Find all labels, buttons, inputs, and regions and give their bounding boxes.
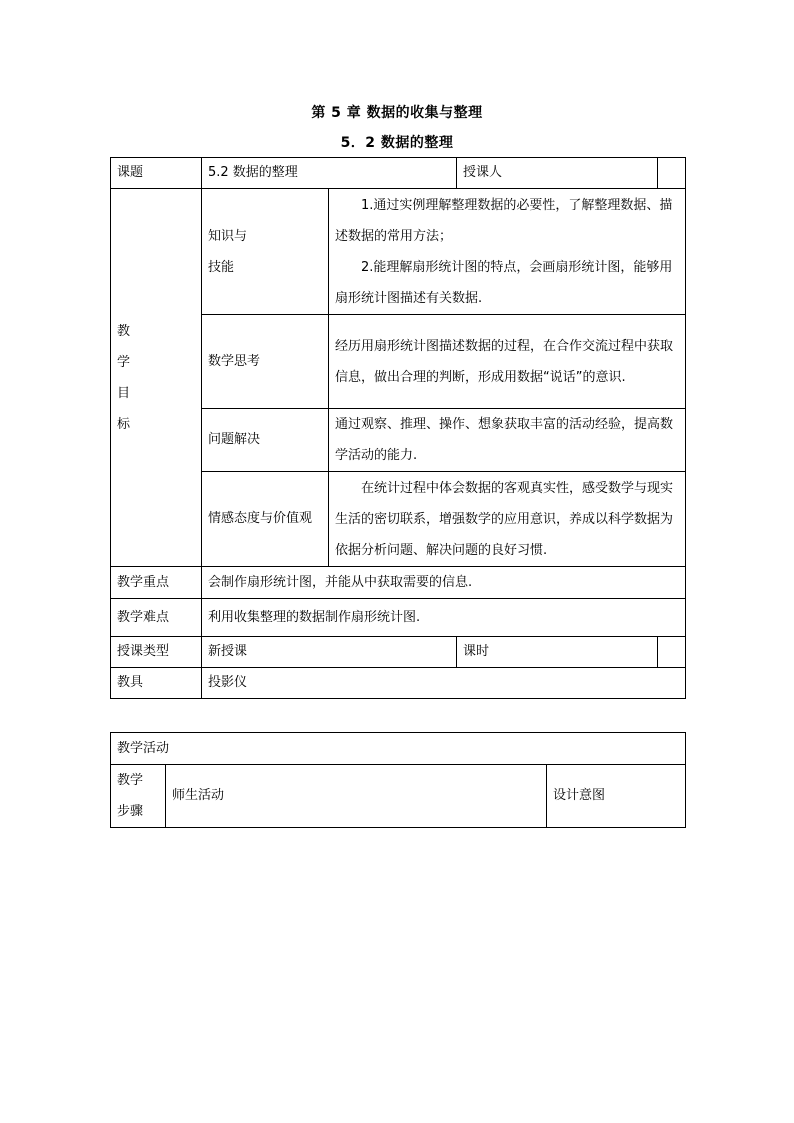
- goal-text-knowledge: [329, 189, 686, 315]
- type-label: 授课类型: [111, 637, 202, 668]
- goal-dimension-line: 知识与: [208, 228, 248, 244]
- difficulty-value: 利用收集整理的数据制作扇形统计图.: [202, 599, 686, 637]
- difficulty-row: [111, 599, 686, 637]
- type-row: [111, 637, 686, 668]
- activity-table: [110, 732, 686, 828]
- activity-header-row: [111, 765, 686, 828]
- activity-title: 教学活动: [111, 733, 686, 765]
- goal-paragraph: 通过观察、推理、操作、想象获取丰富的活动经验，提高数学活动的能力.: [335, 417, 674, 463]
- teacher-value[interactable]: [658, 158, 686, 189]
- type-value: 新授课: [202, 637, 457, 668]
- difficulty-label: 教学难点: [111, 599, 202, 637]
- topic-row: [111, 158, 686, 189]
- goal-paragraph: 1.通过实例理解整理数据的必要性，了解整理数据、描述数据的常用方法；: [335, 197, 673, 244]
- goals-label: [111, 189, 202, 567]
- lesson-plan-table: [110, 157, 686, 699]
- topic-value: 5.2 数据的整理: [202, 158, 457, 189]
- goal-dimension-line: 技能: [208, 259, 235, 275]
- goal-text-attitude: [329, 472, 686, 567]
- teacher-label: 授课人: [457, 158, 658, 189]
- goals-label-char: 标: [117, 416, 131, 432]
- goal-dimension-knowledge: [202, 189, 329, 315]
- goal-text-problem: [329, 409, 686, 472]
- chapter-title: 第 5 章 数据的收集与整理: [311, 105, 483, 121]
- tools-label: 教具: [111, 668, 202, 699]
- goal-text-thinking: [329, 315, 686, 409]
- period-value[interactable]: [658, 637, 686, 668]
- section-title: 5．2 数据的整理: [340, 135, 454, 151]
- activity-title-row: [111, 733, 686, 765]
- goal-dimension-thinking: 数学思考: [202, 315, 329, 409]
- steps-label: [111, 765, 166, 828]
- goal-paragraph: 经历用扇形统计图描述数据的过程，在合作交流过程中获取信息，做出合理的判断，形成用数据“说话”的意识.: [335, 338, 674, 385]
- goal-dimension-problem: 问题解决: [202, 409, 329, 472]
- key-point-row: [111, 567, 686, 599]
- goal-paragraph: 2.能理解扇形统计图的特点，会画扇形统计图，能够用扇形统计图描述有关数据.: [335, 259, 673, 306]
- tools-value: 投影仪: [202, 668, 686, 699]
- goals-label-char: 学: [117, 354, 131, 370]
- goals-label-char: 目: [117, 385, 131, 401]
- design-label: 设计意图: [547, 765, 686, 828]
- goal-row-knowledge: [111, 189, 686, 315]
- period-label: 课时: [457, 637, 658, 668]
- tools-row: [111, 668, 686, 699]
- topic-label: 课题: [111, 158, 202, 189]
- goals-label-char: 教: [117, 323, 131, 339]
- key-point-value: 会制作扇形统计图，并能从中获取需要的信息.: [202, 567, 686, 599]
- goal-paragraph: 在统计过程中体会数据的客观真实性，感受数学与现实生活的密切联系，增强数学的应用意识，养成以科学数据为依据分析问题、解决问题的良好习惯.: [335, 480, 674, 558]
- steps-label-line: 步骤: [117, 804, 144, 819]
- teacher-student-label: 师生活动: [166, 765, 547, 828]
- steps-label-line: 教学: [117, 773, 144, 788]
- key-point-label: 教学重点: [111, 567, 202, 599]
- goal-dimension-attitude: 情感态度与价值观: [202, 472, 329, 567]
